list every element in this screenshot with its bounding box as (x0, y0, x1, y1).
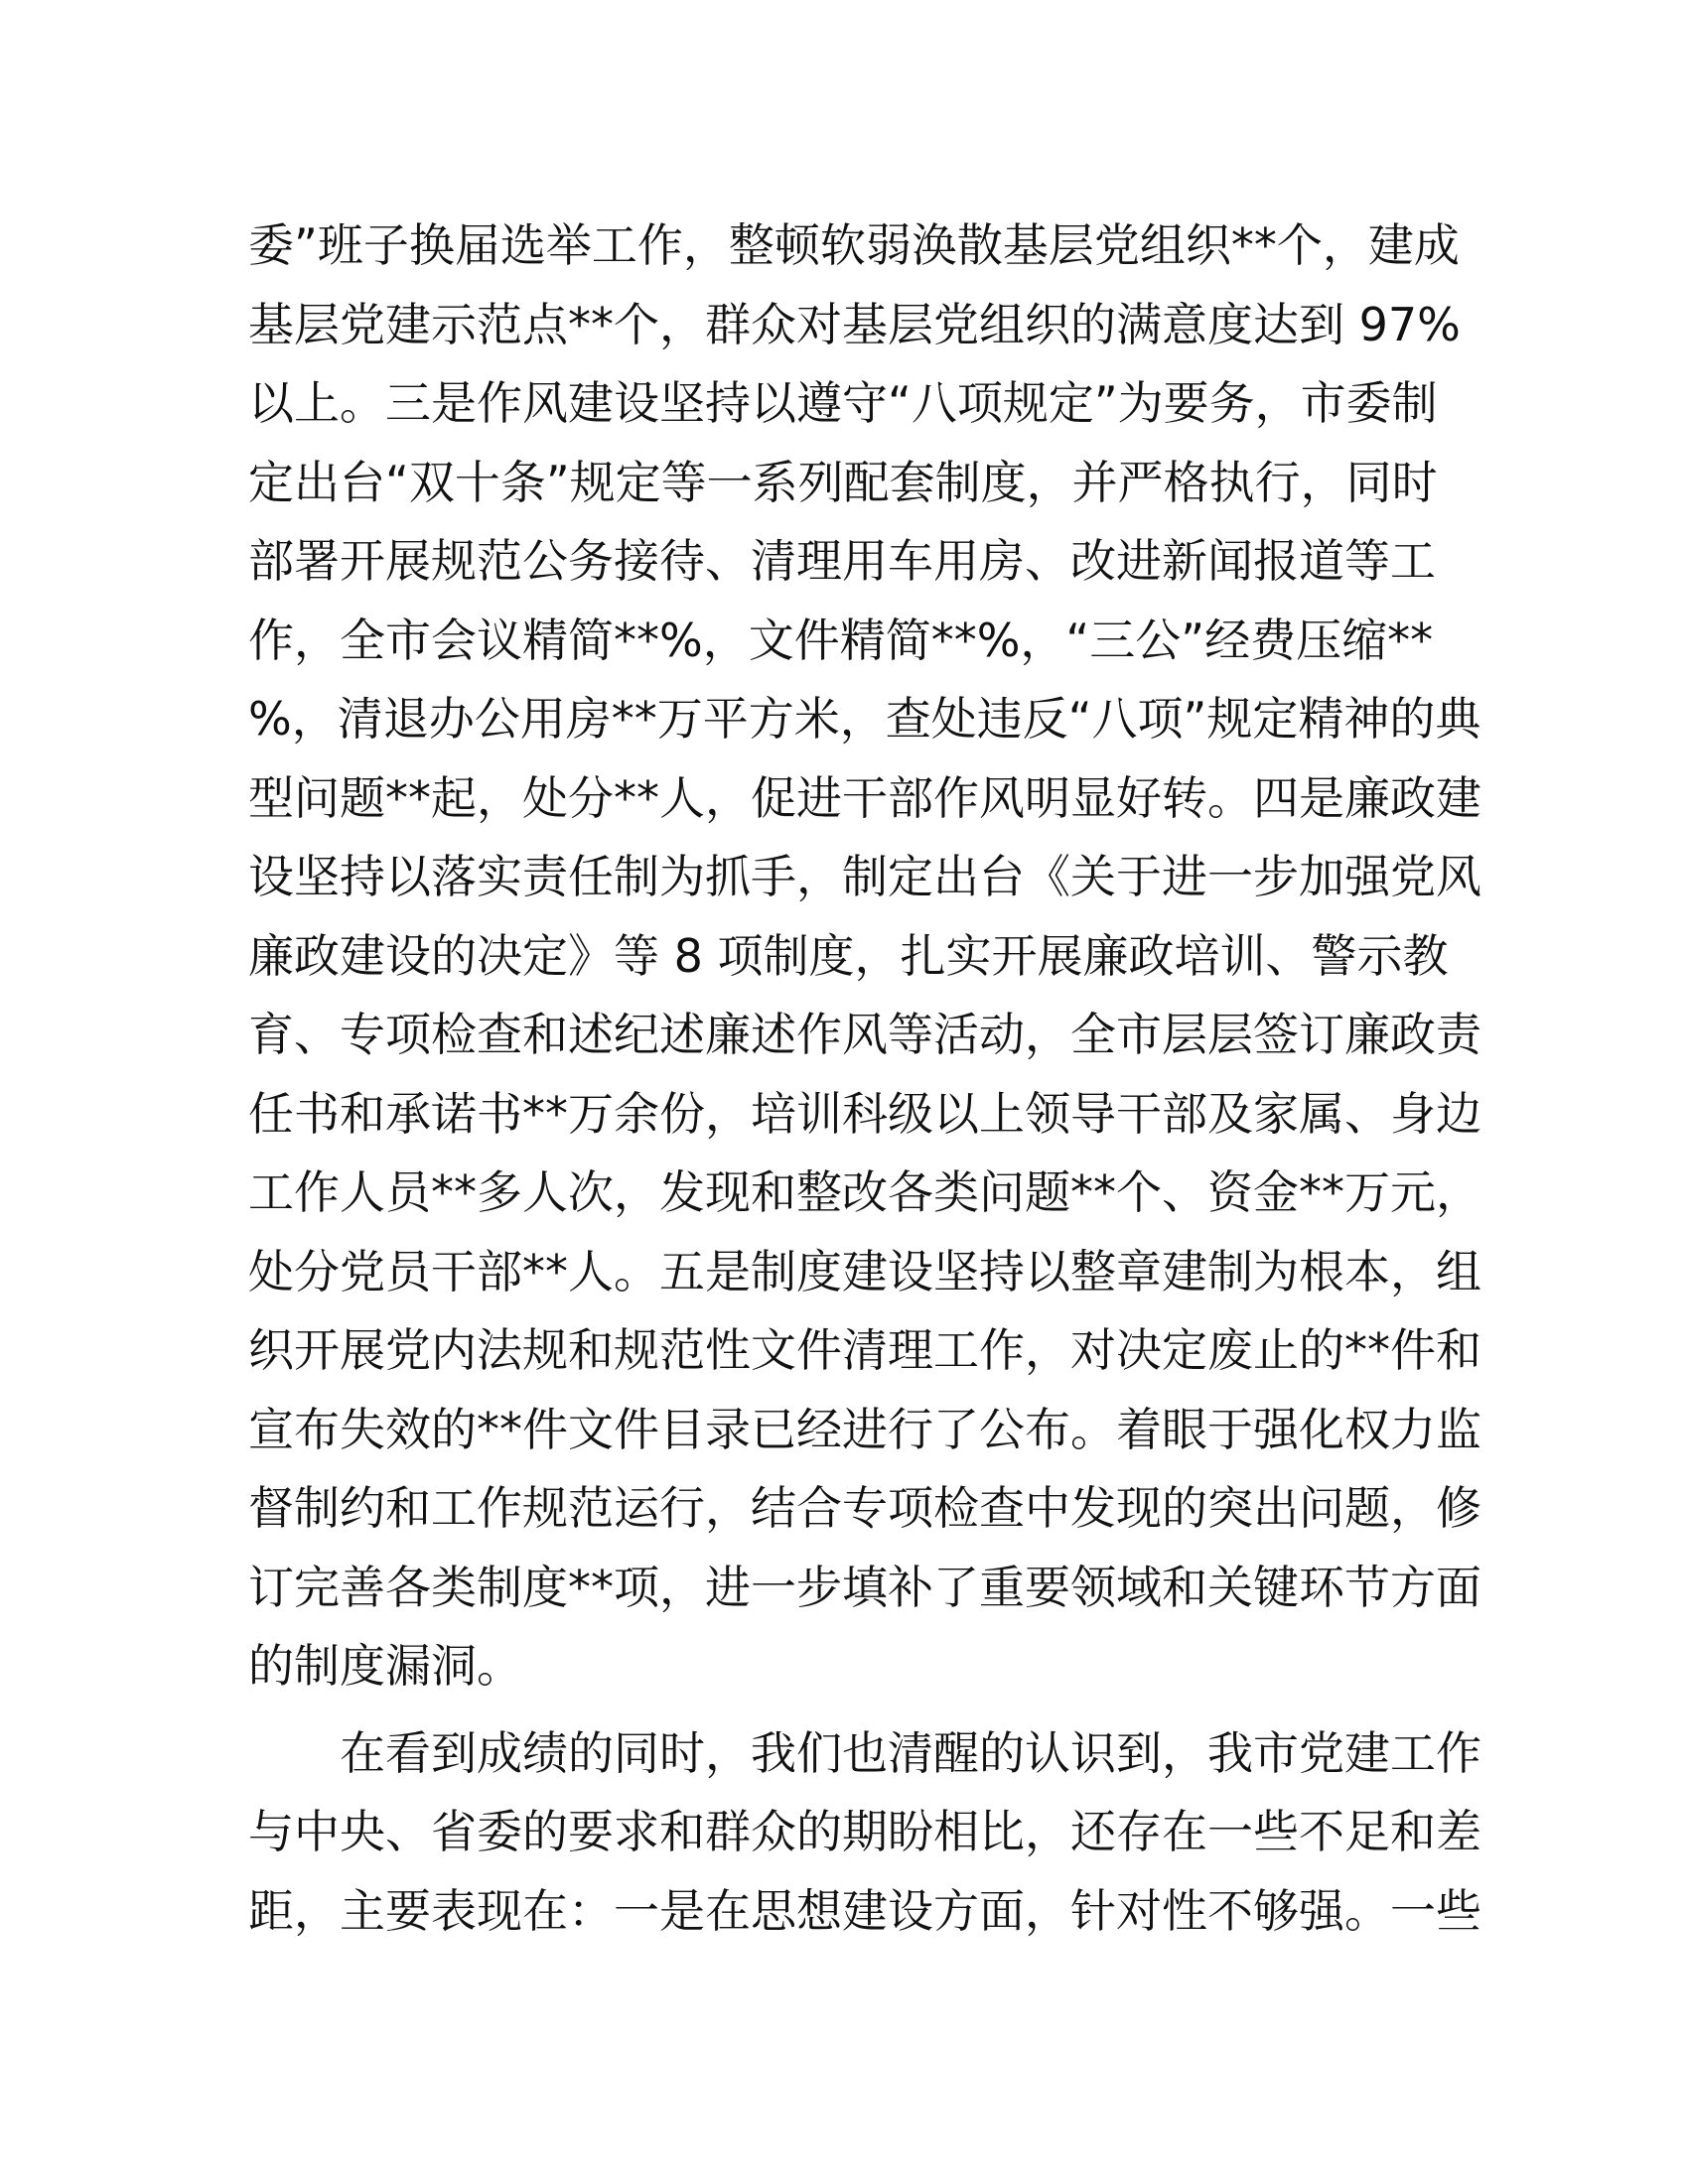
paragraph-2 (248, 1714, 1481, 1952)
text-line: 廉政建设的决定》等 8 项制度，扎实开展廉政培训、警示教 (248, 928, 1449, 983)
text-line: 定出台“双十条”规定等一系列配套制度，并严格执行，同时 (248, 455, 1438, 509)
text-line: 织开展党内法规和规范性文件清理工作，对决定废止的**件和 (248, 1323, 1481, 1377)
text-line: 订完善各类制度**项，进一步填补了重要领域和关键环节方面 (248, 1560, 1481, 1614)
text-line: 距，主要表现在：一是在思想建设方面，针对性不够强。一些 (248, 1883, 1481, 1938)
text-line: 工作人员**多人次，发现和整改各类问题**个、资金**万元， (248, 1165, 1481, 1219)
text-line: 督制约和工作规范运行，结合专项检查中发现的突出问题，修 (248, 1481, 1481, 1535)
document-body (248, 206, 1481, 1951)
text-line: 基层党建示范点**个，群众对基层党组织的满意度达到 97% (248, 297, 1461, 351)
text-line: 作，全市会议精简**%，文件精简**%，“三公”经费压缩** (248, 613, 1434, 667)
text-line: 处分党员干部**人。五是制度建设坚持以整章建制为根本，组 (248, 1244, 1481, 1298)
text-line: 委”班子换届选举工作，整顿软弱涣散基层党组织**个，建成 (248, 218, 1460, 272)
text-line: %，清退办公用房**万平方米，查处违反“八项”规定精神的典 (248, 692, 1481, 746)
text-line: 部署开展规范公务接待、清理用车用房、改进新闻报道等工 (248, 534, 1436, 588)
text-line: 的制度漏洞。 (248, 1639, 522, 1693)
text-line: 设坚持以落实责任制为抓手，制定出台《关于进一步加强党风 (248, 850, 1481, 903)
text-line: 在看到成绩的同时，我们也清醒的认识到，我市党建工作 (248, 1725, 1481, 1780)
text-line: 以上。三是作风建设坚持以遵守“八项规定”为要务，市委制 (248, 376, 1438, 430)
paragraph-1 (248, 206, 1481, 1706)
text-line: 型问题**起，处分**人，促进干部作风明显好转。四是廉政建 (248, 770, 1481, 825)
text-line: 任书和承诺书**万余份，培训科级以上领导干部及家属、身边 (248, 1086, 1481, 1141)
paragraph-spacing (248, 1706, 1440, 1714)
text-line: 宣布失效的**件文件目录已经进行了公布。着眼于强化权力监 (248, 1402, 1481, 1456)
text-line: 与中央、省委的要求和群众的期盼相比，还存在一些不足和差 (248, 1805, 1481, 1858)
text-line: 育、专项检查和述纪述廉述作风等活动，全市层层签订廉政责 (248, 1008, 1481, 1061)
